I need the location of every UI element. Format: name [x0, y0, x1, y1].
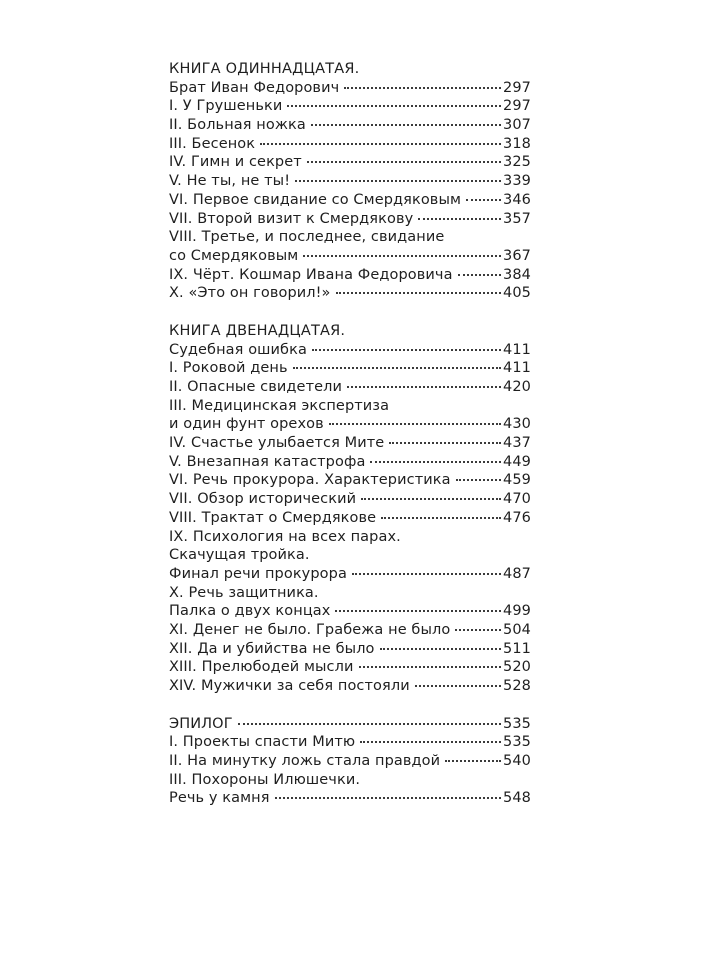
- entry-page-number: 339: [503, 173, 531, 190]
- dot-leader: [389, 441, 501, 444]
- entry-title: Скачущая тройка.: [169, 547, 310, 564]
- dot-leader: [311, 123, 501, 126]
- entry-page-number: 487: [503, 565, 531, 582]
- entry-page-number: 470: [503, 491, 531, 508]
- toc-entry: [169, 565, 531, 584]
- toc-entry: [169, 116, 531, 135]
- toc-entry: [169, 640, 531, 659]
- dot-leader: [370, 460, 501, 463]
- dot-leader: [275, 796, 501, 799]
- entry-page-number: 297: [503, 98, 531, 115]
- entry-title: IV. Гимн и секрет: [169, 154, 302, 171]
- toc-entry: [169, 341, 531, 360]
- entry-page-number: 528: [503, 678, 531, 694]
- toc-entry: [169, 789, 531, 808]
- dot-leader: [312, 348, 501, 351]
- toc-entry: [169, 247, 531, 266]
- dot-leader: [295, 179, 501, 182]
- entry-title: ЭПИЛОГ: [169, 715, 233, 732]
- entry-title: и один фунт орехов: [169, 416, 324, 433]
- entry-page-number: 367: [503, 247, 531, 264]
- dot-leader: [380, 647, 501, 650]
- entry-page-number: 504: [503, 621, 531, 638]
- toc-entry: [169, 191, 531, 210]
- dot-leader: [329, 422, 501, 425]
- toc-entry: [169, 602, 531, 621]
- entry-title: Речь у камня: [169, 790, 270, 807]
- entry-title: VI. Первое свидание со Смердяковым: [169, 191, 462, 208]
- dot-leader: [260, 142, 501, 145]
- entry-title: II. Больная ножка: [169, 117, 306, 134]
- toc-entry-continued: [169, 528, 531, 547]
- entry-title: VI. Речь прокурора. Характеристика: [169, 472, 451, 489]
- entry-title: II. На минутку ложь стала правдой: [169, 753, 441, 770]
- entry-title: XIV. Мужички за себя постояли: [169, 678, 410, 694]
- toc-entry: [169, 415, 531, 434]
- entry-page-number: 357: [503, 210, 531, 227]
- toc-entry: [169, 378, 531, 397]
- entry-title: VIII. Третье, и последнее, свидание: [169, 229, 445, 246]
- entry-page-number: 346: [503, 191, 531, 208]
- toc-entry: [169, 79, 531, 98]
- dot-leader: [344, 86, 501, 89]
- toc-entry: [169, 752, 531, 771]
- dot-leader: [287, 104, 501, 107]
- dot-leader: [418, 217, 501, 220]
- entry-title: IV. Счастье улыбается Мите: [169, 435, 385, 452]
- entry-page-number: 420: [503, 379, 531, 395]
- toc-entry: [169, 210, 531, 229]
- entry-title: III. Бесенок: [169, 135, 256, 152]
- toc-entry: [169, 509, 531, 528]
- toc-entry: [169, 135, 531, 154]
- entry-title: I. Роковой день: [169, 360, 288, 377]
- entry-page-number: 548: [503, 790, 531, 807]
- dot-leader: [336, 291, 501, 294]
- dot-leader: [456, 478, 501, 481]
- dot-leader: [238, 722, 501, 725]
- dot-leader: [303, 254, 501, 257]
- entry-page-number: 318: [503, 135, 531, 152]
- toc-entry: [169, 490, 531, 509]
- entry-title: X. Речь защитника.: [169, 584, 319, 601]
- entry-title: V. Внезапная катастрофа: [169, 453, 366, 470]
- entry-title: IX. Чёрт. Кошмар Ивана Федоровича: [169, 266, 453, 283]
- dot-leader: [360, 740, 501, 743]
- entry-page-number: 449: [503, 453, 531, 470]
- toc-entry: [169, 677, 531, 696]
- toc-entry: [169, 453, 531, 472]
- entry-page-number: 411: [503, 360, 531, 377]
- section-spacer: [169, 303, 531, 322]
- toc-entry: [169, 266, 531, 285]
- entry-page-number: 499: [503, 603, 531, 620]
- toc-entry-continued: [169, 584, 531, 603]
- toc-entry-continued: [169, 771, 531, 790]
- dot-leader: [455, 628, 501, 631]
- entry-page-number: 511: [503, 640, 531, 657]
- entry-page-number: 540: [503, 753, 531, 770]
- dot-leader: [458, 273, 501, 276]
- entry-page-number: 437: [503, 435, 531, 452]
- section-spacer: [169, 696, 531, 715]
- toc-entry-continued: [169, 228, 531, 247]
- toc-entry: [169, 471, 531, 490]
- dot-leader: [445, 759, 501, 762]
- dot-leader: [381, 516, 501, 519]
- entry-page-number: 520: [503, 659, 531, 676]
- entry-title: со Смердяковым: [169, 247, 299, 264]
- entry-title: VII. Второй визит к Смердякову: [169, 210, 414, 227]
- entry-title: VII. Обзор исторический: [169, 491, 357, 508]
- entry-title: Палка о двух концах: [169, 603, 331, 620]
- entry-page-number: 430: [503, 416, 531, 433]
- entry-title: III. Медицинская экспертиза: [169, 397, 390, 414]
- dot-leader: [347, 385, 501, 388]
- toc-entry-continued: [169, 397, 531, 416]
- dot-leader: [466, 198, 501, 201]
- entry-title: XIII. Прелюбодей мысли: [169, 659, 354, 676]
- entry-title: I. У Грушеньки: [169, 98, 283, 115]
- entry-title: IX. Психология на всех парах.: [169, 528, 401, 545]
- toc-entry: [169, 733, 531, 752]
- entry-page-number: 535: [503, 715, 531, 732]
- toc-entry-continued: [169, 546, 531, 565]
- dot-leader: [335, 609, 501, 612]
- toc-entry: [169, 284, 531, 303]
- entry-page-number: 307: [503, 117, 531, 134]
- section-heading: КНИГА ДВЕНАДЦАТАЯ.: [169, 322, 346, 339]
- dot-leader: [307, 160, 501, 163]
- toc-entry: [169, 658, 531, 677]
- toc-entry: [169, 172, 531, 191]
- entry-title: XII. Да и убийства не было: [169, 640, 375, 657]
- entry-page-number: 325: [503, 154, 531, 171]
- entry-page-number: 384: [503, 266, 531, 283]
- entry-page-number: 535: [503, 734, 531, 751]
- dot-leader: [415, 684, 501, 687]
- entry-title: Судебная ошибка: [169, 341, 307, 358]
- toc-entry: [169, 621, 531, 640]
- entry-page-number: 459: [503, 472, 531, 489]
- entry-title: I. Проекты спасти Митю: [169, 734, 356, 751]
- section-heading: КНИГА ОДИННАДЦАТАЯ.: [169, 61, 360, 77]
- entry-title: V. Не ты, не ты!: [169, 173, 291, 190]
- toc-entry: [169, 153, 531, 172]
- entry-title: II. Опасные свидетели: [169, 379, 343, 395]
- entry-title: Брат Иван Федорович: [169, 79, 340, 96]
- toc-entry: [169, 97, 531, 116]
- entry-page-number: 411: [503, 341, 531, 358]
- dot-leader: [293, 366, 501, 369]
- toc-entry: [169, 359, 531, 378]
- toc-entry: [169, 715, 531, 734]
- entry-title: X. «Это он говорил!»: [169, 285, 331, 302]
- entry-title: XI. Денег не было. Грабежа не было: [169, 621, 451, 638]
- entry-title: Финал речи прокурора: [169, 565, 347, 582]
- toc-entry: [169, 434, 531, 453]
- entry-title: VIII. Трактат о Смердякове: [169, 509, 377, 526]
- entry-page-number: 476: [503, 509, 531, 526]
- entry-page-number: 297: [503, 79, 531, 96]
- dot-leader: [352, 572, 501, 575]
- entry-page-number: 405: [503, 285, 531, 302]
- entry-title: III. Похороны Илюшечки.: [169, 771, 361, 788]
- table-of-contents: [169, 60, 531, 808]
- dot-leader: [359, 665, 501, 668]
- dot-leader: [361, 497, 501, 500]
